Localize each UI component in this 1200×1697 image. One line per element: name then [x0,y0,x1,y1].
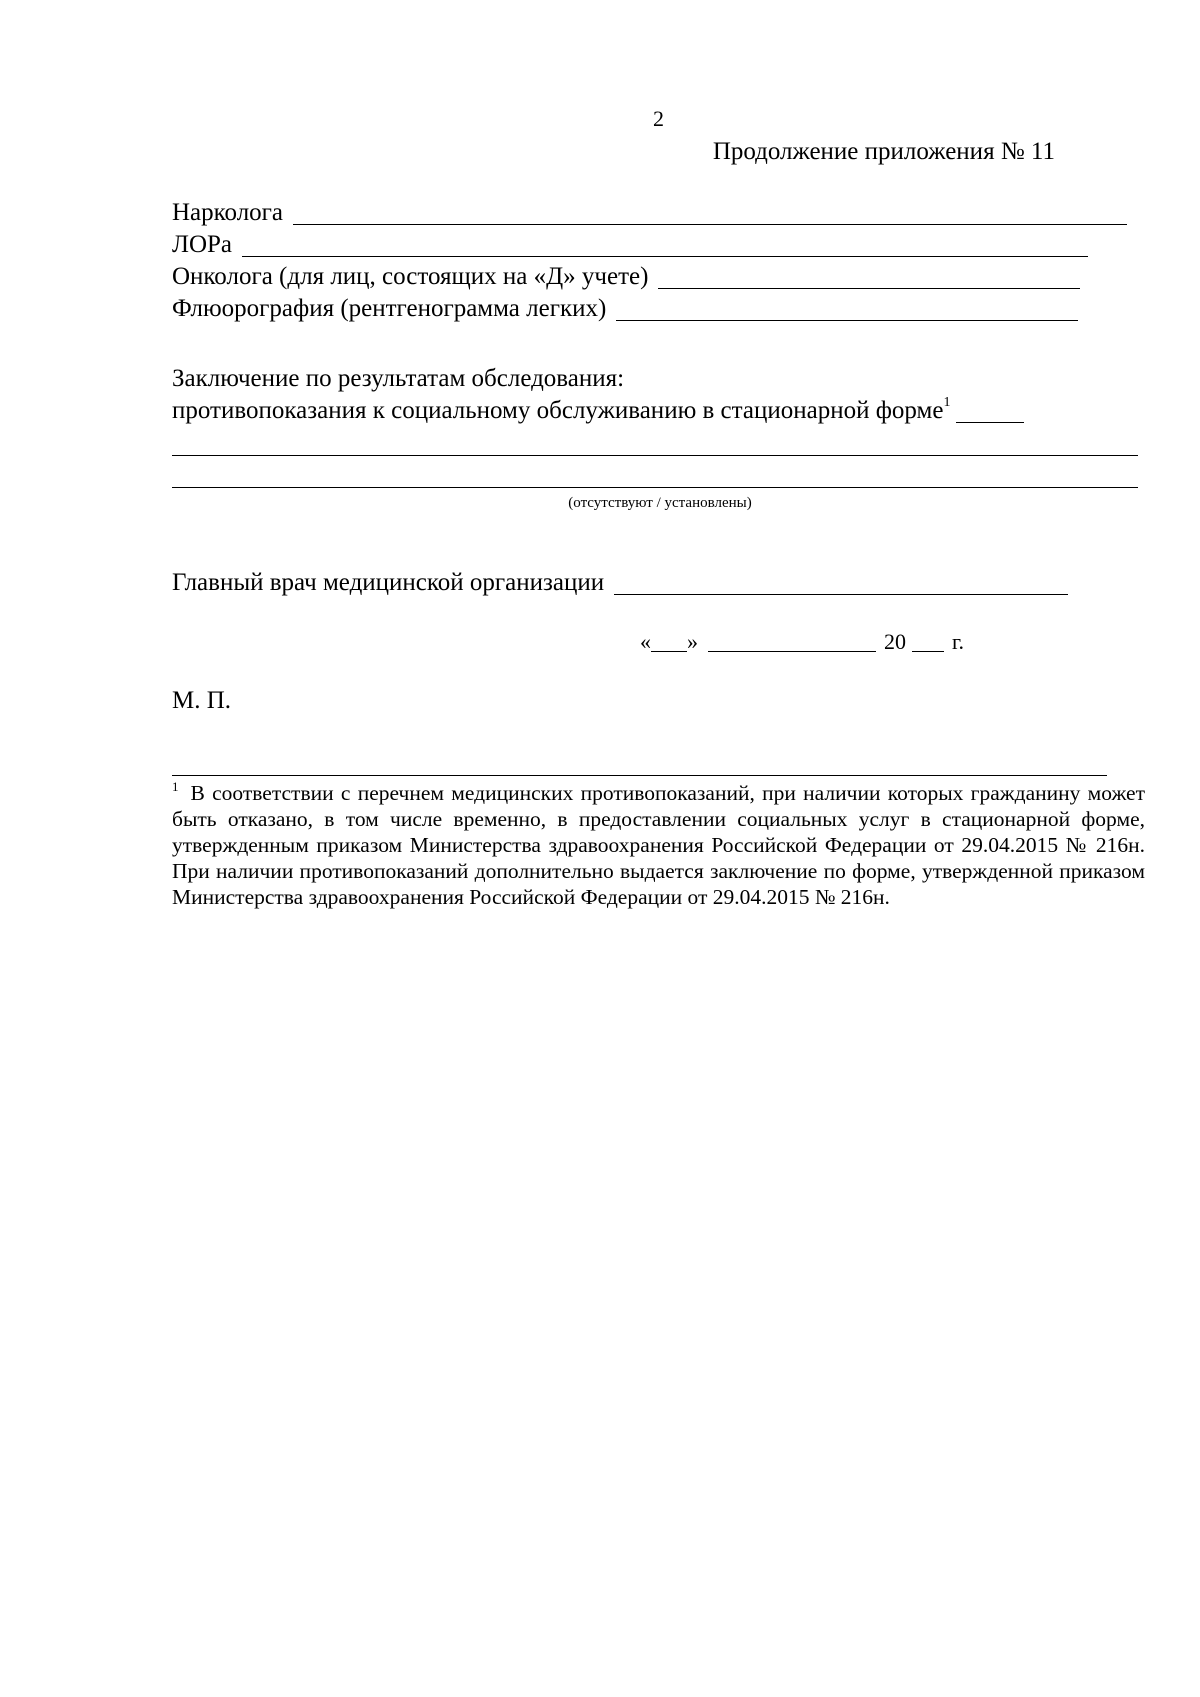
date-century: 20 [884,629,906,654]
fill-line[interactable] [616,296,1078,321]
date-row [640,628,964,656]
page-number: 2 [653,106,664,131]
month-blank[interactable] [708,629,876,652]
footnote-mark: 1 [172,779,179,794]
field-narcologist [172,198,1127,228]
date-open-quote: « [640,629,651,654]
fill-line[interactable] [172,487,1138,488]
field-contraindications [172,396,1024,426]
field-chief-doctor [172,568,1068,598]
field-label: Нарколога [172,199,284,226]
fill-line[interactable] [172,455,1138,456]
fill-line[interactable] [242,232,1088,257]
appendix-note: Продолжение приложения № 11 [712,138,1055,165]
fill-hint: (отсутствуют / установлены) [568,495,752,511]
stamp-placeholder: М. П. [172,687,232,714]
fill-line[interactable] [956,398,1024,423]
fill-line[interactable] [293,200,1127,225]
conclusion-title: Заключение по результатам обследования: [172,365,625,392]
year-blank[interactable] [912,629,944,652]
day-blank[interactable] [651,629,687,652]
date-year-suffix: г. [952,629,965,654]
field-label: Онколога (для лиц, состоящих на «Д» учете) [172,263,649,290]
date-close-quote: » [687,629,698,654]
field-label [172,396,950,426]
field-oncologist [172,262,1080,292]
footnote-ref: 1 [943,395,951,410]
field-label: Главный врач медицинской организации [172,569,605,596]
footnote [172,780,1145,910]
fill-line[interactable] [658,264,1080,289]
contraindications-label: противопоказания к социальному обслуживанию в стационарной форме [172,397,944,424]
footnote-separator [172,775,1107,776]
field-label: ЛОРа [172,231,233,258]
field-ent [172,230,1088,260]
signature-line[interactable] [614,570,1068,595]
field-label: Флюорография (рентгенограмма легких) [172,295,607,322]
field-fluorography [172,294,1078,324]
footnote-text: В соответствии с перечнем медицинских противопоказаний, при наличии которых гражданину может быть отказано, в том числе временно, в предоставлении социальных услуг в стационарной форме, утвержденным приказом Министерства здравоохранения Российской Федерации от 29.04.2015 № 216н. При наличии противопоказаний дополнительно выдается заключение по форме, утвержденной приказом Министерства здравоохранения Российской Федерации от 29.04.2015 № 216н. [172,781,1145,909]
